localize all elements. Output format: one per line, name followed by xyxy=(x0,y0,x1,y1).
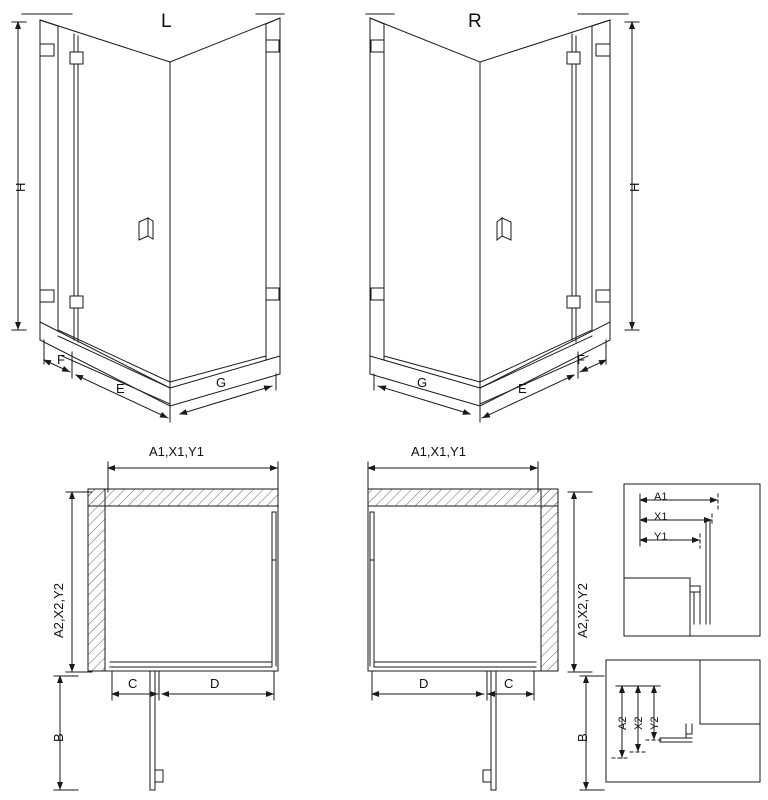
plan-right-label-c: C xyxy=(504,676,514,691)
iso-right-height-label: H xyxy=(627,182,642,192)
detail-top-label-y1: Y1 xyxy=(654,531,668,543)
plan-right-side-dimension: A2,X2,Y2 xyxy=(575,583,590,638)
iso-right-label-e: E xyxy=(518,381,527,396)
iso-left-height-label: H xyxy=(13,182,28,192)
plan-view-right xyxy=(368,462,604,790)
iso-left-label-g: G xyxy=(216,375,227,390)
plan-right-bottom-dimension: B xyxy=(575,733,590,742)
plan-right-label-d: D xyxy=(419,676,429,691)
plan-left-top-dimension: A1,X1,Y1 xyxy=(149,444,204,459)
detail-view-top xyxy=(624,484,760,636)
plan-left-bottom-dimension: B xyxy=(51,733,66,742)
plan-left-label-c: C xyxy=(128,676,138,691)
iso-left-label-f: F xyxy=(57,352,65,367)
variant-label-right: R xyxy=(468,11,482,32)
iso-right-label-g: G xyxy=(417,375,428,390)
plan-left-label-d: D xyxy=(210,676,220,691)
iso-view-right xyxy=(366,11,642,422)
detail-top-label-x1: X1 xyxy=(654,511,668,523)
iso-view-left xyxy=(12,11,284,422)
detail-bottom-label-a2: A2 xyxy=(617,716,629,730)
variant-label-left: L xyxy=(161,11,172,32)
detail-bottom-label-x2: X2 xyxy=(633,716,645,730)
iso-right-label-f: F xyxy=(577,352,585,367)
plan-view-left xyxy=(51,462,278,790)
detail-bottom-label-y2: Y2 xyxy=(649,716,661,730)
detail-view-bottom xyxy=(606,660,760,782)
plan-left-side-dimension: A2,X2,Y2 xyxy=(51,583,66,638)
plan-right-top-dimension: A1,X1,Y1 xyxy=(411,444,466,459)
detail-top-label-a1: A1 xyxy=(654,491,668,503)
iso-left-label-e: E xyxy=(116,381,125,396)
